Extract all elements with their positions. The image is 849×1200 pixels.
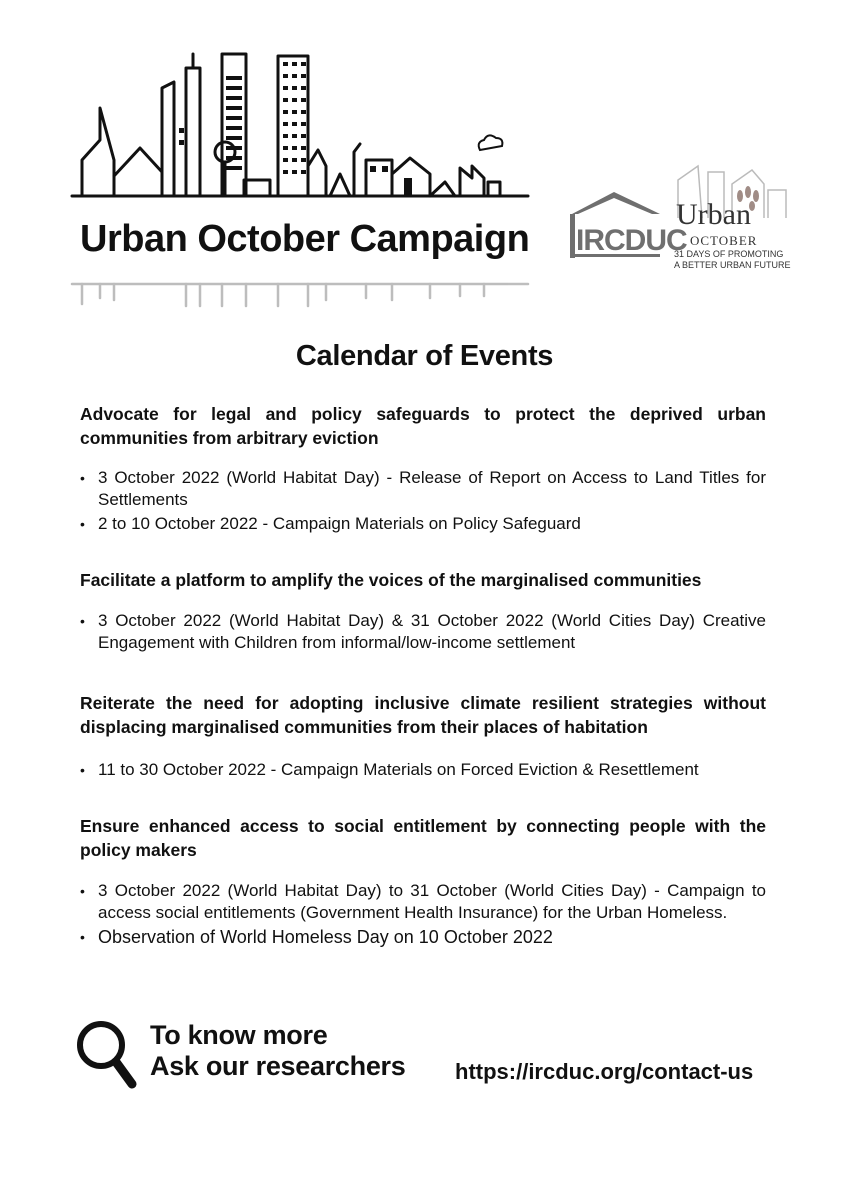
skyline-reflection <box>70 280 530 310</box>
list-item: • Observation of World Homeless Day on 10 October 2022 <box>80 927 553 947</box>
list-item: • 11 to 30 October 2022 - Campaign Materials on Forced Eviction & Resettlement <box>80 760 699 779</box>
urban-logo-tagline-1: 31 DAYS OF PROMOTING <box>674 249 784 259</box>
urban-october-logo <box>668 160 796 290</box>
footer-cta-line-1: To know more <box>150 1020 328 1050</box>
list-item: • 2 to 10 October 2022 - Campaign Materials on Policy Safeguard <box>80 514 581 533</box>
event-list <box>80 610 766 656</box>
list-item: • 3 October 2022 (World Habitat Day) & 31 October 2022 (World Cities Day) Creative Engagement with Children from informal/low-income settlement <box>80 611 766 652</box>
urban-logo-word: Urban <box>676 198 751 231</box>
ircduc-logo-text: IRCDUC <box>576 224 687 257</box>
magnifier-icon <box>74 1018 138 1092</box>
event-list <box>80 467 766 537</box>
section-heading: Ensure enhanced access to social entitlement by connecting people with the policy makers <box>80 816 766 860</box>
skyline-illustration <box>70 48 530 213</box>
event-list <box>80 759 766 783</box>
footer-cta-line-2: Ask our researchers <box>150 1051 406 1081</box>
urban-logo-tagline-2: A BETTER URBAN FUTURE <box>674 260 791 270</box>
calendar-heading: Calendar of Events <box>295 340 554 372</box>
section-heading: Facilitate a platform to amplify the voices of the marginalised communities <box>80 570 702 590</box>
list-item: • 3 October 2022 (World Habitat Day) to 31 October (World Cities Day) - Campaign to access social entitlements (Government Health Insurance) for the Urban Homeless. <box>80 881 766 922</box>
ircduc-logo <box>562 190 687 262</box>
list-item: • 3 October 2022 (World Habitat Day) - Release of Report on Access to Land Titles for Settlements <box>80 468 766 509</box>
section-heading: Reiterate the need for adopting inclusive climate resilient strategies without displacing marginalised communities from their places of habitation <box>80 693 766 737</box>
urban-logo-month: OCTOBER <box>690 233 758 248</box>
event-list <box>80 880 766 950</box>
contact-url-link[interactable]: https://ircduc.org/contact-us <box>455 1059 754 1084</box>
campaign-title: Urban October Campaign <box>80 218 530 260</box>
section-heading: Advocate for legal and policy safeguards to protect the deprived urban communities from arbitrary eviction <box>80 404 766 448</box>
